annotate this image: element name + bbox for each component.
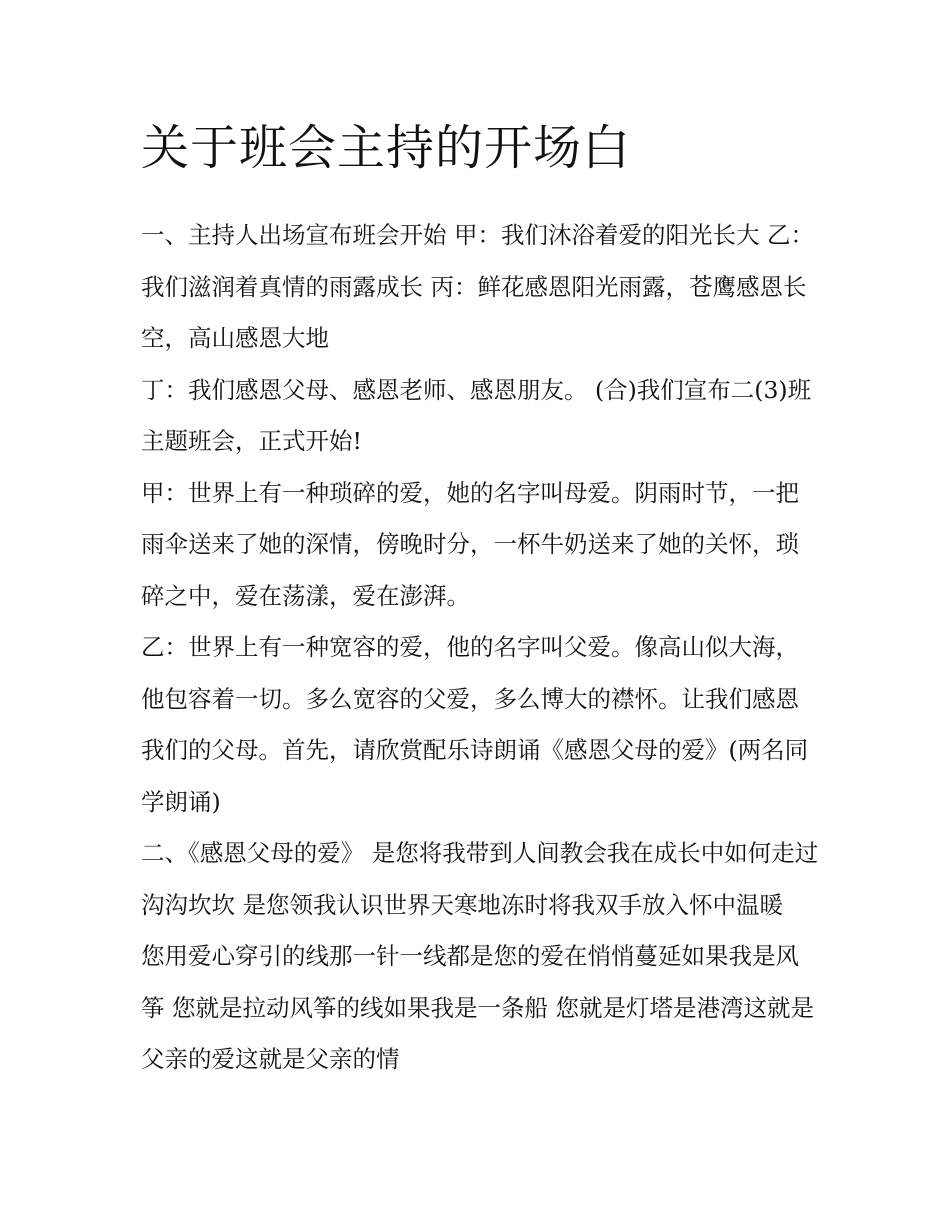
paragraph-announcement: 丁：我们感恩父母、感恩老师、感恩朋友。 (合)我们宣布二(3)班主题班会，正式开始! [141,375,812,455]
document-page [141,112,821,1086]
paragraph-poem-body: 您用爱心穿引的线那一针一线都是您的爱在悄悄蔓延如果我是风筝 您就是拉动风筝的线如果我是一条船 您就是灯塔是港湾这就是父亲的爱这就是父亲的情 [141,942,814,1073]
document-title: 关于班会主持的开场白 [141,120,632,176]
paragraph-poem-intro: 二、《感恩父母的爱》 是您将我带到人间教会我在成长中如何走过沟沟坎坎 是您领我认识世界天寒地冻时将我双手放入怀中温暖 [141,839,819,919]
paragraph-opening: 一、主持人出场宣布班会开始 甲：我们沐浴着爱的阳光长大 乙：我们滋润着真情的雨露成长 丙：鲜花感恩阳光雨露，苍鹰感恩长空，高山感恩大地 [141,221,814,352]
paragraph-mother-love: 甲：世界上有一种琐碎的爱，她的名字叫母爱。阴雨时节，一把雨伞送来了她的深情，傍晚时分，一杯牛奶送来了她的关怀，琐碎之中，爱在荡漾，爱在澎湃。 [141,478,799,610]
paragraph-father-love: 乙：世界上有一种宽容的爱，他的名字叫父爱。像高山似大海，他包容着一切。多么宽容的父爱，多么博大的襟怀。让我们感恩我们的父母。首先，请欣赏配乐诗朗诵《感恩父母的爱》(两名同学朗诵) [141,633,809,816]
